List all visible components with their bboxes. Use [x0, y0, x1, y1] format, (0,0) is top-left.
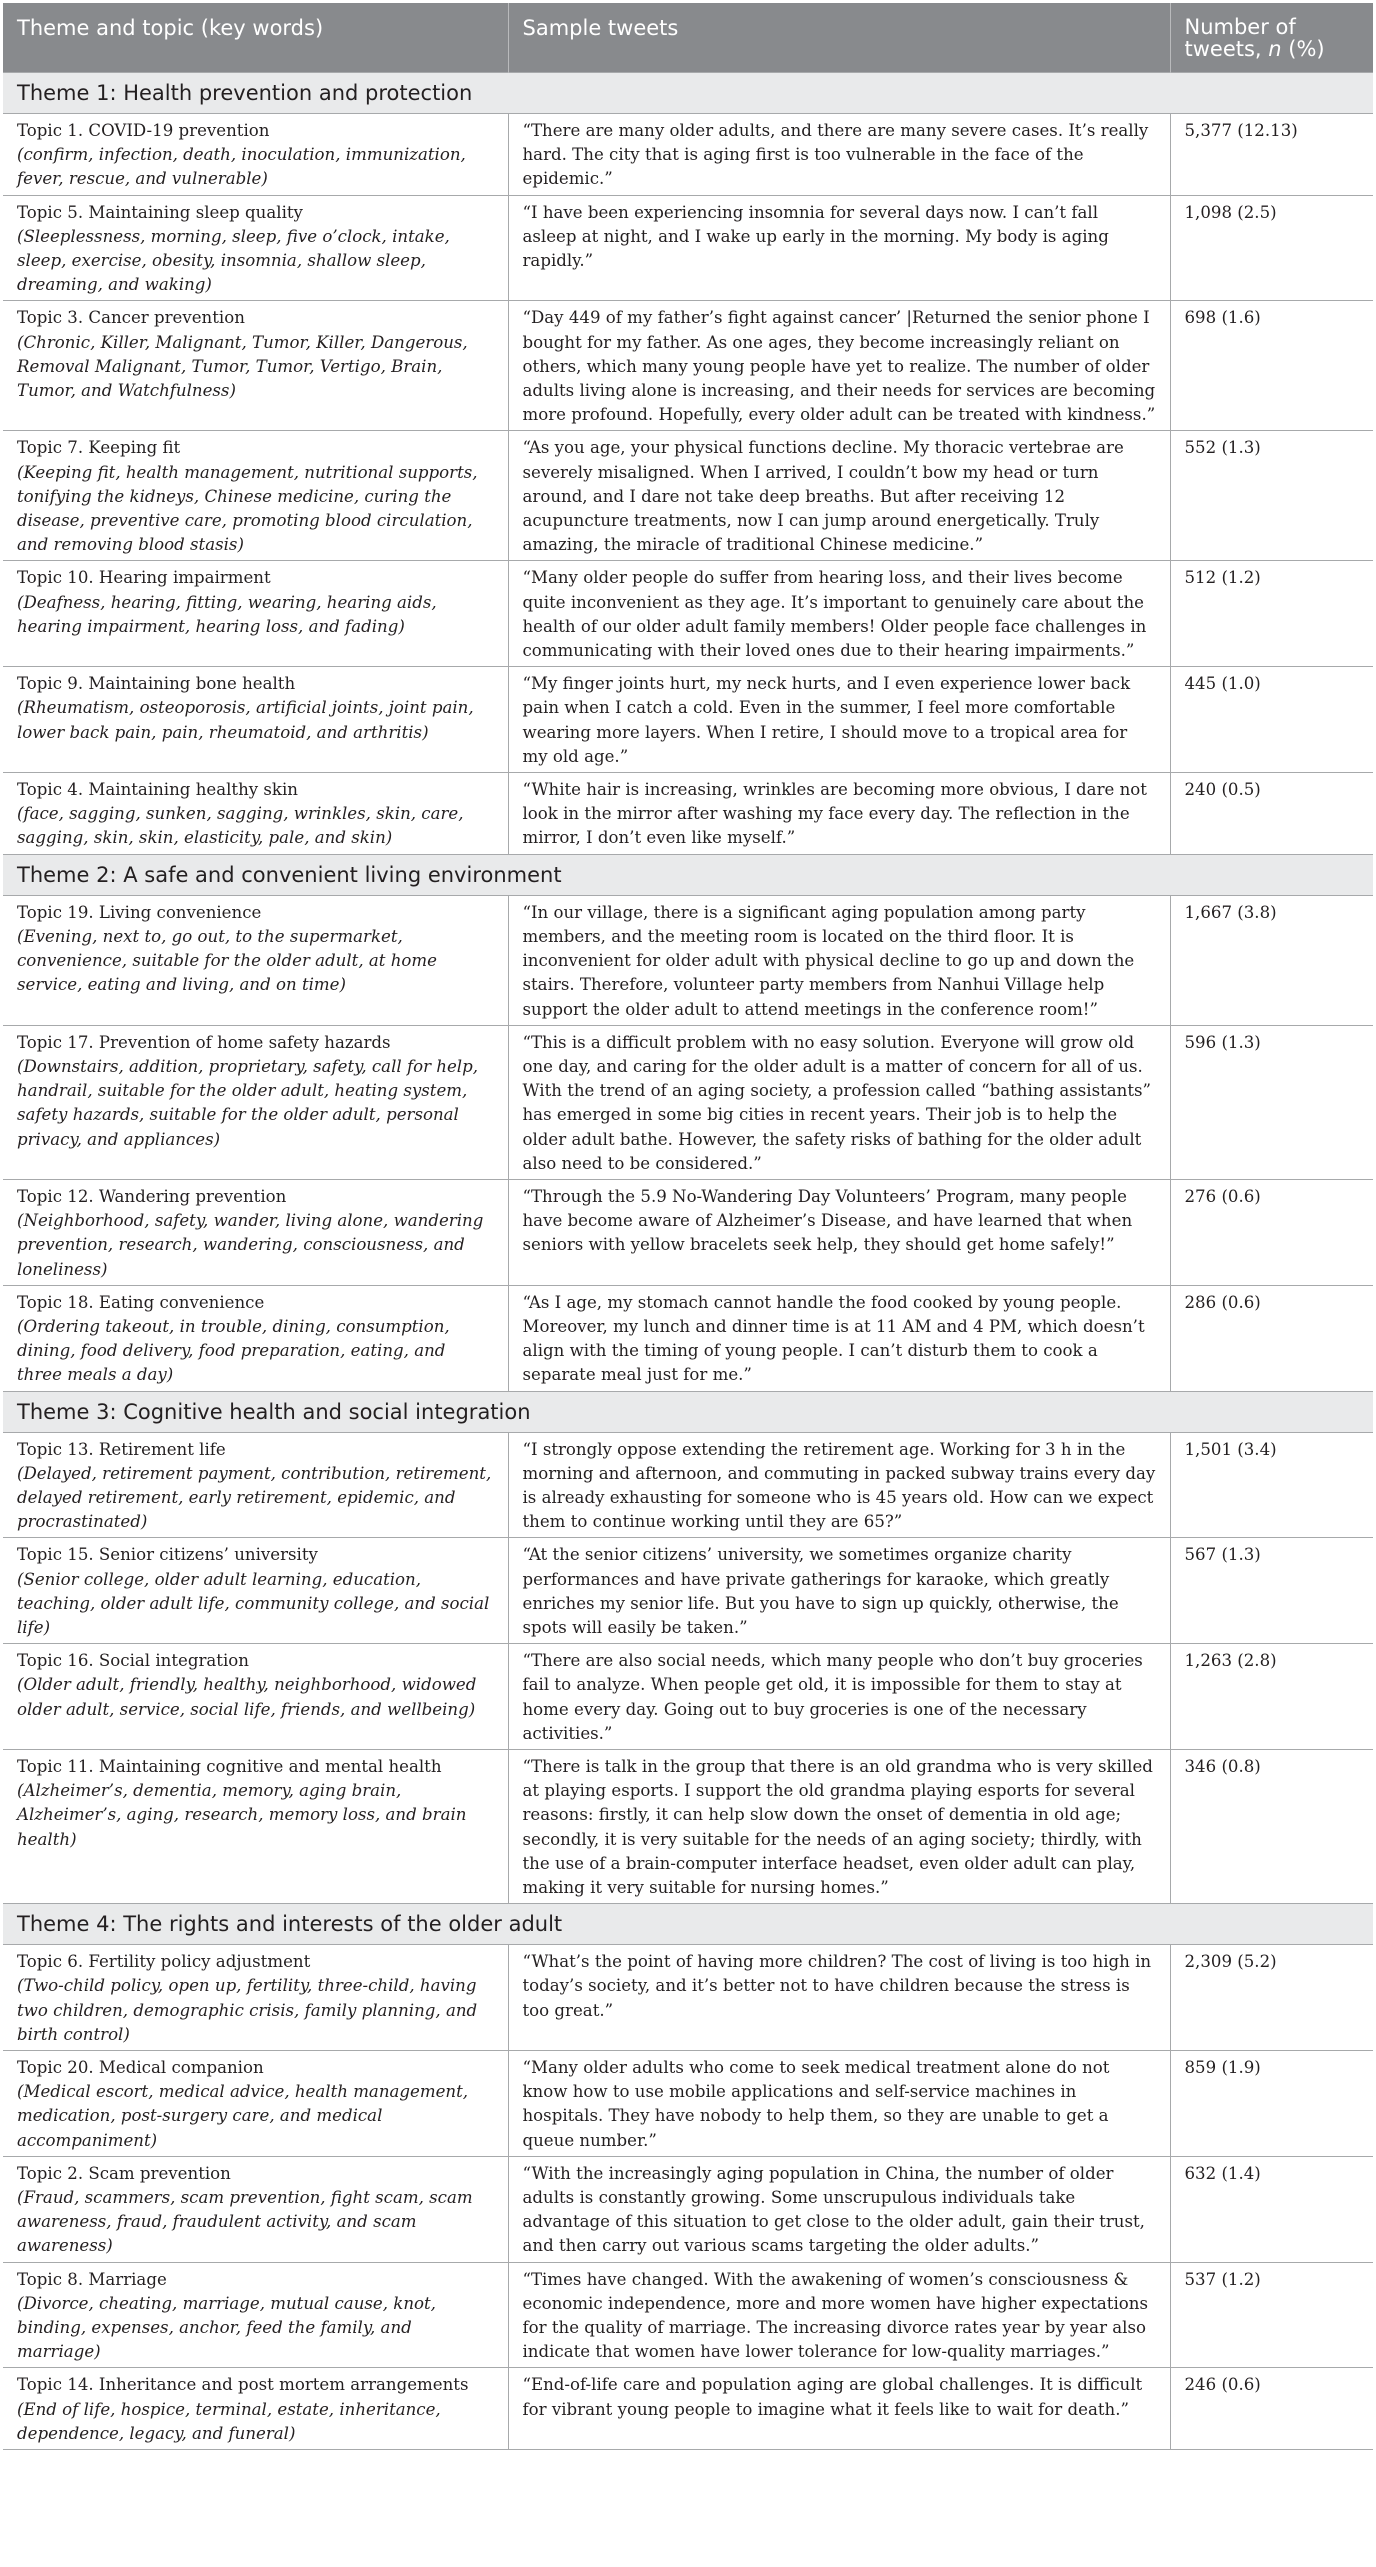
topic-keywords: (Deafness, hearing, fitting, wearing, hearing aids, hearing impairment, hearing loss, and fading) [17, 592, 437, 636]
sample-tweet: “I strongly oppose extending the retirement age. Working for 3 h in the morning and afternoon, and commuting in packed subway trains every day is already exhausting for someone who is 45 years old. How can we expect them to continue working until they are 65?” [522, 1439, 1156, 1532]
topic-name: Topic 11. Maintaining cognitive and mental health [17, 1756, 442, 1776]
topic-cell [3, 1179, 508, 1285]
sample-tweet: “There are also social needs, which many people who don’t buy groceries fail to analyze. When people get old, it is impossible for them to stay at home every day. Going out to buy groceries is one of the necessary activities.” [522, 1651, 1143, 1743]
tweet-count: 632 (1.4) [1184, 2163, 1261, 2183]
topic-name: Topic 16. Social integration [17, 1651, 249, 1671]
theme-row [3, 1904, 1373, 1945]
topic-cell [3, 1432, 508, 1538]
sample-tweet: “At the senior citizens’ university, we sometimes organize charity performances and have private gatherings for karaoke, which greatly enriches my senior life. But you have to sign up quickly, otherwise, the spots will easily be taken.” [522, 1545, 1119, 1637]
header-number-n: n [1268, 37, 1282, 61]
table-row [3, 1644, 1373, 1750]
count-cell [1170, 1749, 1373, 1903]
tweet-count: 552 (1.3) [1184, 438, 1261, 458]
topic-cell [3, 1538, 508, 1644]
sample-tweet: “I have been experiencing insomnia for several days now. I can’t fall asleep at night, and I wake up early in the morning. My body is aging rapidly.” [522, 202, 1109, 271]
theme-row [3, 73, 1373, 114]
topic-name: Topic 3. Cancer prevention [17, 308, 245, 328]
count-cell [1170, 895, 1373, 1025]
tweet-count: 512 (1.2) [1184, 568, 1261, 588]
count-cell [1170, 1285, 1373, 1391]
count-cell [1170, 667, 1373, 773]
table-row [3, 2156, 1373, 2262]
header-number-percent: (%) [1281, 37, 1325, 61]
topic-cell [3, 195, 508, 301]
tweet-cell [508, 1432, 1170, 1538]
tweet-cell [508, 2262, 1170, 2368]
topic-name: Topic 1. COVID-19 prevention [17, 121, 270, 140]
table-row [3, 895, 1373, 1025]
table-row [3, 301, 1373, 431]
topic-name: Topic 18. Eating convenience [17, 1292, 265, 1312]
count-cell [1170, 561, 1373, 667]
topic-keywords: (Sleeplessness, morning, sleep, five o’clock, intake, sleep, exercise, obesity, insomnia, shallow sleep, dreaming, and waking) [17, 226, 450, 295]
theme-title: Theme 3: Cognitive health and social integration [3, 1391, 1373, 1432]
topic-cell [3, 1025, 508, 1179]
table-row [3, 2051, 1373, 2157]
topic-cell [3, 1749, 508, 1903]
tweet-count: 2,309 (5.2) [1184, 1952, 1277, 1972]
count-cell [1170, 195, 1373, 301]
sample-tweet: “My finger joints hurt, my neck hurts, and I even experience lower back pain when I catch a cold. Even in the summer, I feel more comfortable wearing more layers. When I retire, I should move to a tropical area for my old age.” [522, 674, 1131, 766]
topic-name: Topic 20. Medical companion [17, 2058, 264, 2078]
tweet-count: 567 (1.3) [1184, 1545, 1261, 1565]
table-row [3, 114, 1373, 196]
tweet-count: 698 (1.6) [1184, 308, 1261, 328]
topic-name: Topic 14. Inheritance and post mortem arrangements [17, 2375, 469, 2395]
theme-title: Theme 1: Health prevention and protection [3, 73, 1373, 114]
tweet-count: 596 (1.3) [1184, 1032, 1261, 1052]
tweet-count: 1,501 (3.4) [1184, 1439, 1277, 1459]
header-row [3, 3, 1373, 73]
topic-cell [3, 895, 508, 1025]
tweet-cell [508, 2368, 1170, 2450]
topic-cell [3, 2156, 508, 2262]
topic-cell [3, 773, 508, 855]
topic-keywords: (Delayed, retirement payment, contribution, retirement, delayed retirement, early retirement, epidemic, and procrastinated) [17, 1463, 492, 1532]
topic-keywords: (Alzheimer’s, dementia, memory, aging brain, Alzheimer’s, aging, research, memory loss, and brain health) [17, 1781, 467, 1849]
topic-name: Topic 12. Wandering prevention [17, 1186, 287, 1206]
theme-title: Theme 4: The rights and interests of the older adult [3, 1904, 1373, 1945]
topic-table [3, 3, 1373, 2450]
sample-tweet: “As I age, my stomach cannot handle the food cooked by young people. Moreover, my lunch and dinner time is at 11 AM and 4 PM, which doesn’t align with the timing of young people. I can’t disturb them to cook a separate meal just for me.” [522, 1292, 1145, 1385]
sample-tweet: “There is talk in the group that there is an old grandma who is very skilled at playing esports. I support the old grandma playing esports for several reasons: firstly, it can help slow down the onset of dementia in old age; secondly, it is very suitable for the needs of an aging society; thirdly, with the use of a brain-computer interface headset, even older adult can play, making it very suitable for nursing homes.” [522, 1756, 1153, 1897]
count-cell [1170, 1025, 1373, 1179]
tweet-count: 1,263 (2.8) [1184, 1651, 1277, 1671]
topic-cell [3, 2262, 508, 2368]
tweet-count: 859 (1.9) [1184, 2058, 1261, 2078]
count-cell [1170, 773, 1373, 855]
sample-tweet: “Times have changed. With the awakening of women’s consciousness & economic independence, more and more women have higher expectations for the quality of marriage. The increasing divorce rates year by year also indicate that women have lower tolerance for low-quality marriages.” [522, 2269, 1148, 2362]
table-row [3, 561, 1373, 667]
topic-keywords: (Evening, next to, go out, to the supermarket, convenience, suitable for the older adult, at home service, eating and living, and on time) [17, 926, 437, 995]
table-row [3, 773, 1373, 855]
tweet-cell [508, 1025, 1170, 1179]
topic-cell [3, 2368, 508, 2450]
count-cell [1170, 301, 1373, 431]
sample-tweet: “With the increasingly aging population in China, the number of older adults is constantly growing. Some unscrupulous individuals take advantage of this situation to get close to the older adult, gain their trust, and then carry out various scams targeting the older adults.” [522, 2163, 1145, 2256]
tweet-count: 276 (0.6) [1184, 1186, 1261, 1206]
count-cell [1170, 2051, 1373, 2157]
topic-keywords: (Divorce, cheating, marriage, mutual cause, knot, binding, expenses, anchor, feed the family, and marriage) [17, 2293, 436, 2362]
topic-cell [3, 1644, 508, 1750]
topic-keywords: (Medical escort, medical advice, health management, medication, post-surgery care, and medical accompaniment) [17, 2082, 469, 2150]
topic-name: Topic 19. Living convenience [17, 902, 262, 922]
header-number-line-1: Number of [1184, 15, 1296, 39]
tweet-cell [508, 1644, 1170, 1750]
sample-tweet: “End-of-life care and population aging are global challenges. It is difficult for vibrant young people to imagine what it feels like to wait for death.” [522, 2375, 1143, 2419]
tweet-count: 537 (1.2) [1184, 2269, 1261, 2289]
sample-tweet: “Many older people do suffer from hearing loss, and their lives become quite inconvenient as they age. It’s important to genuinely care about the health of our older adult family members! Older people face challenges in communicating with their loved ones due to their hearing impairments.” [522, 568, 1147, 661]
table-row [3, 195, 1373, 301]
topic-name: Topic 2. Scam prevention [17, 2163, 231, 2183]
tweet-cell [508, 114, 1170, 196]
header-sample-tweets-label: Sample tweets [522, 16, 679, 40]
topic-name: Topic 7. Keeping fit [17, 438, 181, 458]
tweet-count: 1,098 (2.5) [1184, 202, 1277, 222]
topic-name: Topic 10. Hearing impairment [17, 568, 271, 588]
count-cell [1170, 431, 1373, 561]
topic-cell [3, 1285, 508, 1391]
sample-tweet: “This is a difficult problem with no easy solution. Everyone will grow old one day, and caring for the older adult is a matter of concern for all of us. With the trend of an aging society, a profession called “bathing assistants” has emerged in some big cities in recent years. Their job is to help the older adult bathe. However, the safety risks of bathing for the older adult also need to be considered.” [522, 1032, 1152, 1173]
table-row [3, 1179, 1373, 1285]
tweet-count: 5,377 (12.13) [1184, 121, 1298, 140]
topic-keywords: (face, sagging, sunken, sagging, wrinkles, skin, care, sagging, skin, skin, elasticity, pale, and skin) [17, 804, 464, 848]
table-row [3, 431, 1373, 561]
topic-name: Topic 17. Prevention of home safety hazards [17, 1032, 391, 1052]
tweet-cell [508, 561, 1170, 667]
tweet-cell [508, 1749, 1170, 1903]
tweet-cell [508, 2156, 1170, 2262]
topic-name: Topic 15. Senior citizens’ university [17, 1545, 318, 1565]
tweet-cell [508, 1945, 1170, 2051]
topic-keywords: (Senior college, older adult learning, education, teaching, older adult life, community college, and social life) [17, 1569, 490, 1637]
tweet-cell [508, 895, 1170, 1025]
tweet-count: 240 (0.5) [1184, 780, 1261, 800]
topic-keywords: (confirm, infection, death, inoculation, immunization, fever, rescue, and vulnerable) [17, 145, 466, 189]
tweet-count: 346 (0.8) [1184, 1756, 1261, 1776]
header-sample-tweets [508, 3, 1170, 73]
sample-tweet: “Through the 5.9 No-Wandering Day Volunteers’ Program, many people have become aware of Alzheimer’s Disease, and have learned that when seniors with yellow bracelets seek help, they should get home safely!” [522, 1186, 1133, 1255]
sample-tweet: “Day 449 of my father’s fight against cancer’ |Returned the senior phone I bought for my father. As one ages, they become increasingly reliant on others, which many young people have yet to realize. The number of older adults living alone is increasing, and their needs for services are becoming more profound. Hopefully, every older adult can be treated with kindness.” [522, 308, 1156, 425]
table-row [3, 1749, 1373, 1903]
topic-name: Topic 8. Marriage [17, 2269, 167, 2289]
tweet-cell [508, 1538, 1170, 1644]
topic-keywords: (Older adult, friendly, healthy, neighborhood, widowed older adult, service, social life, friends, and wellbeing) [17, 1675, 477, 1719]
table-row [3, 1025, 1373, 1179]
header-number-line-2 [1185, 38, 1360, 60]
tweet-cell [508, 2051, 1170, 2157]
tweet-cell [508, 195, 1170, 301]
topic-cell [3, 301, 508, 431]
header-number-of-tweets [1170, 3, 1373, 73]
tweet-cell [508, 1179, 1170, 1285]
theme-row [3, 1391, 1373, 1432]
topic-cell [3, 2051, 508, 2157]
table-row [3, 667, 1373, 773]
table-row [3, 2262, 1373, 2368]
count-cell [1170, 1179, 1373, 1285]
topic-keywords: (Downstairs, addition, proprietary, safety, call for help, handrail, suitable for the older adult, heating system, safety hazards, suitable for the older adult, personal privacy, and appliances) [17, 1056, 479, 1149]
tweet-count: 246 (0.6) [1184, 2375, 1261, 2395]
sample-tweet: “There are many older adults, and there are many severe cases. It’s really hard. The city that is aging first is too vulnerable in the face of the epidemic.” [522, 121, 1149, 189]
topic-cell [3, 1945, 508, 2051]
topic-keywords: (Fraud, scammers, scam prevention, fight scam, scam awareness, fraud, fraudulent activity, and scam awareness) [17, 2188, 473, 2256]
tweet-cell [508, 667, 1170, 773]
topic-cell [3, 667, 508, 773]
topic-keywords: (Chronic, Killer, Malignant, Tumor, Killer, Dangerous, Removal Malignant, Tumor, Tumor, Vertigo, Brain, Tumor, and Watchfulness) [17, 332, 468, 401]
theme-title: Theme 2: A safe and convenient living environment [3, 854, 1373, 895]
topic-cell [3, 114, 508, 196]
table-row [3, 1945, 1373, 2051]
tweet-cell [508, 1285, 1170, 1391]
tweet-count: 445 (1.0) [1184, 674, 1261, 694]
topic-name: Topic 5. Maintaining sleep quality [17, 202, 303, 222]
topic-name: Topic 13. Retirement life [17, 1439, 226, 1459]
topic-name: Topic 6. Fertility policy adjustment [17, 1952, 311, 1972]
topic-name: Topic 4. Maintaining healthy skin [17, 780, 298, 800]
tweet-cell [508, 431, 1170, 561]
count-cell [1170, 1945, 1373, 2051]
topic-name: Topic 9. Maintaining bone health [17, 674, 296, 694]
header-theme-topic-label: Theme and topic (key words) [17, 16, 324, 40]
tweet-cell [508, 773, 1170, 855]
header-theme-topic [3, 3, 508, 73]
topic-cell [3, 561, 508, 667]
theme-row [3, 854, 1373, 895]
topic-keywords: (End of life, hospice, terminal, estate, inheritance, dependence, legacy, and funeral) [17, 2399, 441, 2443]
count-cell [1170, 1644, 1373, 1750]
sample-tweet: “Many older adults who come to seek medical treatment alone do not know how to use mobile applications and self-service machines in hospitals. They have nobody to help them, so they are unable to get a queue number.” [522, 2058, 1110, 2150]
sample-tweet: “What’s the point of having more children? The cost of living is too high in today’s society, and it’s better not to have children because the stress is too great.” [522, 1952, 1152, 2020]
topic-cell [3, 431, 508, 561]
table-body [3, 73, 1373, 2450]
tweet-cell [508, 301, 1170, 431]
count-cell [1170, 1432, 1373, 1538]
sample-tweet: “In our village, there is a significant aging population among party members, and the meeting room is located on the third floor. It is inconvenient for older adult with physical decline to go up and down the stairs. Therefore, volunteer party members from Nanhui Village help support the older adult to attend meetings in the conference room!” [522, 902, 1135, 1019]
table-row [3, 1285, 1373, 1391]
count-cell [1170, 2368, 1373, 2450]
count-cell [1170, 1538, 1373, 1644]
count-cell [1170, 2262, 1373, 2368]
header-number-tweets-text: tweets, [1184, 37, 1269, 61]
count-cell [1170, 114, 1373, 196]
count-cell [1170, 2156, 1373, 2262]
topic-keywords: (Ordering takeout, in trouble, dining, consumption, dining, food delivery, food preparation, eating, and three meals a day) [17, 1316, 450, 1385]
table-row [3, 2368, 1373, 2450]
table-row [3, 1432, 1373, 1538]
sample-tweet: “White hair is increasing, wrinkles are becoming more obvious, I dare not look in the mirror after washing my face every day. The reflection in the mirror, I don’t even like myself.” [522, 780, 1147, 848]
tweet-count: 286 (0.6) [1184, 1292, 1261, 1312]
sample-tweet: “As you age, your physical functions decline. My thoracic vertebrae are severely misaligned. When I arrived, I couldn’t bow my head or turn around, and I dare not take deep breaths. But after receiving 12 acupuncture treatments, now I can jump around energetically. Truly amazing, the miracle of traditional Chinese medicine.” [522, 438, 1124, 555]
topic-keywords: (Rheumatism, osteoporosis, artificial joints, joint pain, lower back pain, pain, rheumatoid, and arthritis) [17, 698, 474, 742]
tweet-count: 1,667 (3.8) [1184, 902, 1277, 922]
topic-keywords: (Keeping fit, health management, nutritional supports, tonifying the kidneys, Chinese medicine, curing the disease, preventive care, promoting blood circulation, and removing blood stasis) [17, 462, 478, 555]
table-row [3, 1538, 1373, 1644]
topic-keywords: (Neighborhood, safety, wander, living alone, wandering prevention, research, wandering, consciousness, and loneliness) [17, 1211, 484, 1279]
topic-keywords: (Two-child policy, open up, fertility, three-child, having two children, demographic crisis, family planning, and birth control) [17, 1976, 478, 2044]
